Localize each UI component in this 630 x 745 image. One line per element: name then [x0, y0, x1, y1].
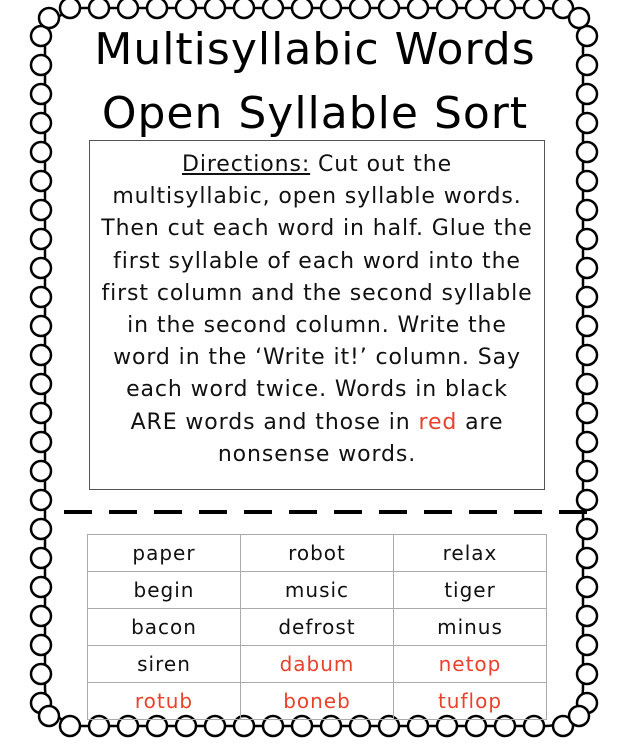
word-card[interactable]: relax: [394, 535, 547, 572]
border-circle: [466, 0, 486, 18]
word-card[interactable]: rotub: [88, 683, 241, 720]
border-circle: [437, 0, 457, 18]
border-circle: [176, 0, 196, 18]
border-circle: [118, 0, 138, 18]
word-card[interactable]: paper: [88, 535, 241, 572]
border-circle: [31, 374, 51, 394]
directions-box: [89, 140, 545, 490]
word-card[interactable]: boneb: [241, 683, 394, 720]
word-card[interactable]: minus: [394, 609, 547, 646]
word-card[interactable]: siren: [88, 646, 241, 683]
border-circle: [263, 0, 283, 18]
border-circle: [577, 548, 597, 568]
border-circle: [495, 0, 515, 18]
directions-red-word: red: [418, 409, 458, 435]
border-circle: [577, 606, 597, 626]
table-row: [88, 683, 547, 720]
word-sort-table: [87, 534, 547, 720]
border-circle: [31, 664, 51, 684]
border-circle: [31, 316, 51, 336]
border-circle: [234, 0, 254, 18]
directions-text-after: are nonsense words.: [217, 409, 504, 467]
border-circle: [31, 461, 51, 481]
page-title-line-2: Open Syllable Sort: [101, 88, 529, 139]
border-circle: [31, 432, 51, 452]
word-card[interactable]: begin: [88, 572, 241, 609]
border-circle: [350, 0, 370, 18]
border-circle: [577, 403, 597, 423]
border-circle: [577, 345, 597, 365]
word-card[interactable]: music: [241, 572, 394, 609]
border-circle: [577, 461, 597, 481]
word-card[interactable]: defrost: [241, 609, 394, 646]
cut-dashed-line: [60, 506, 590, 518]
border-circle: [577, 316, 597, 336]
border-circle: [321, 0, 341, 18]
directions-text-before: Cut out the multisyllabic, open syllable words. Then cut each word in half. Glue the first syllable of each word into the first column and the second syllable in the second column. Write the word in the ‘Write it!’ column. Say each word twice. Words in black ARE words and those in: [101, 152, 533, 435]
border-circle: [60, 0, 80, 18]
border-circle: [379, 0, 399, 18]
border-circle: [60, 716, 80, 736]
border-circle: [39, 706, 59, 726]
table-row: [88, 535, 547, 572]
border-circle: [577, 229, 597, 249]
border-circle: [569, 706, 589, 726]
border-circle: [577, 577, 597, 597]
word-card[interactable]: dabum: [241, 646, 394, 683]
border-circle: [147, 0, 167, 18]
border-circle: [31, 548, 51, 568]
border-circle: [31, 229, 51, 249]
border-circle: [577, 287, 597, 307]
word-card[interactable]: tuflop: [394, 683, 547, 720]
border-circle: [31, 577, 51, 597]
border-circle: [577, 171, 597, 191]
word-card[interactable]: robot: [241, 535, 394, 572]
border-circle: [577, 258, 597, 278]
directions-heading: Directions:: [181, 152, 311, 177]
border-circle: [31, 490, 51, 510]
border-circle: [31, 635, 51, 655]
border-circle: [577, 664, 597, 684]
border-circle: [577, 519, 597, 539]
border-circle: [31, 287, 51, 307]
border-circle: [31, 345, 51, 365]
border-circle: [31, 142, 51, 162]
border-circle: [205, 0, 225, 18]
word-card[interactable]: netop: [394, 646, 547, 683]
border-circle: [89, 0, 109, 18]
border-circle: [31, 519, 51, 539]
border-circle: [577, 635, 597, 655]
border-circle: [39, 8, 59, 28]
border-circle: [31, 171, 51, 191]
table-row: [88, 609, 547, 646]
page-title-line-1: Multisyllabic Words: [94, 24, 536, 75]
border-circle: [31, 606, 51, 626]
border-circle: [292, 0, 312, 18]
border-circle: [577, 200, 597, 220]
table-row: [88, 572, 547, 609]
border-circle: [569, 8, 589, 28]
word-card[interactable]: bacon: [88, 609, 241, 646]
table-row: [88, 646, 547, 683]
border-circle: [577, 142, 597, 162]
border-circle: [577, 374, 597, 394]
word-card[interactable]: tiger: [394, 572, 547, 609]
border-circle: [31, 403, 51, 423]
border-circle: [408, 0, 428, 18]
border-circle: [577, 432, 597, 452]
border-circle: [31, 258, 51, 278]
border-circle: [524, 0, 544, 18]
border-circle: [31, 200, 51, 220]
